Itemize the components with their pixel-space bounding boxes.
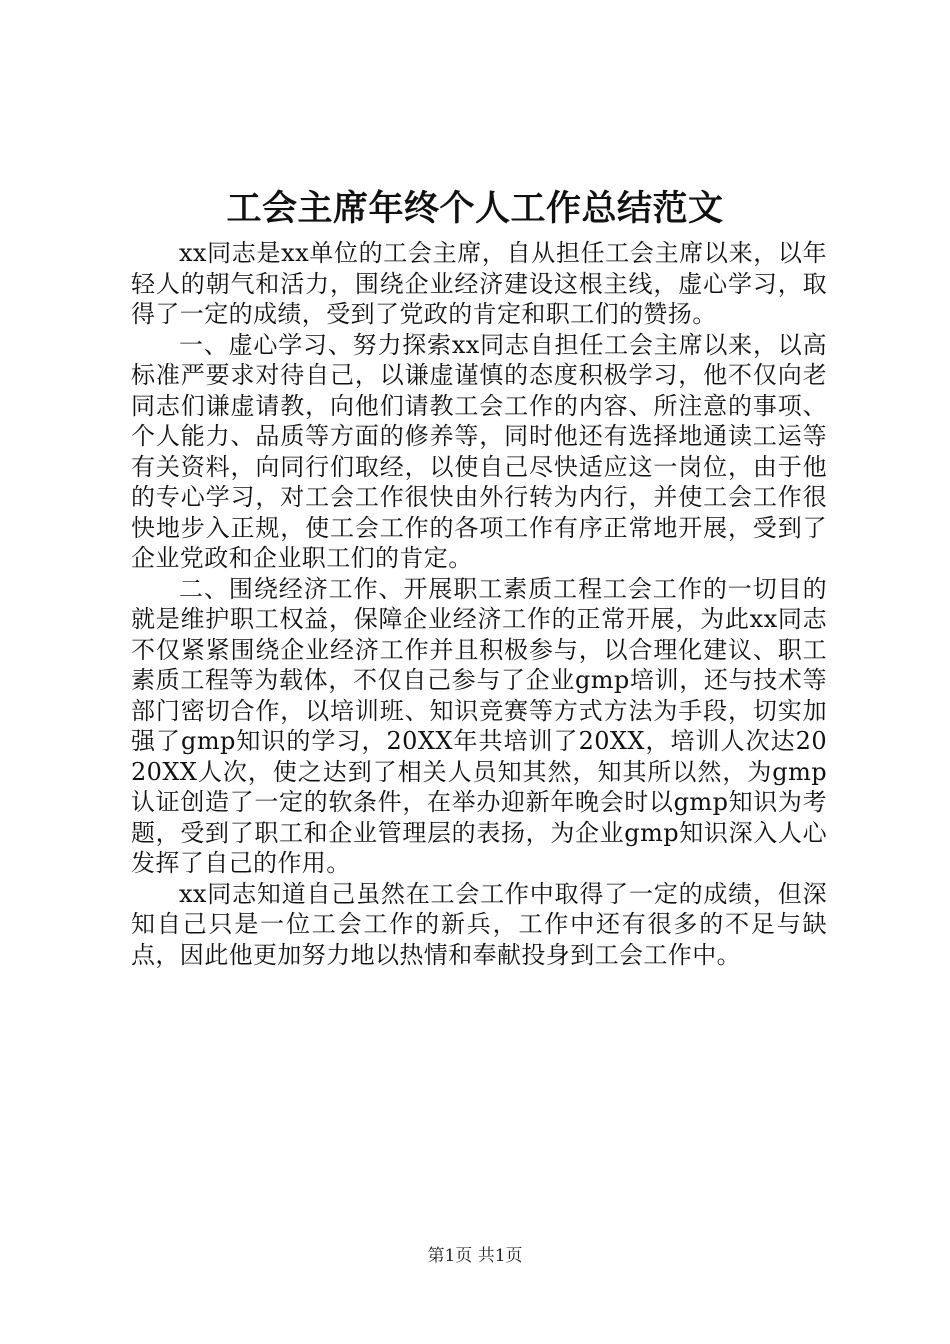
paragraph-conclusion: xx同志知道自己虽然在工会工作中取得了一定的成绩，但深知自己只是一位工会工作的新兵，工作中还有很多的不足与缺点，因此他更加努力地以热情和奉献投身到工会工作中。 [131, 879, 827, 969]
paragraph-section-two: 二、围绕经济工作、开展职工素质工程工会工作的一切目的就是维护职工权益，保障企业经济工作的正常开展，为此xx同志不仅紧紧围绕企业经济工作并且积极参与，以合理化建议、职工素质工程等为载体，不仅自己参与了企业gmp培训，还与技术等部门密切合作，以培训班、知识竞赛等方式方法为手段，切实加强了gmp知识的学习，20XX年共培训了20XX，培训人次达2020XX人次，使之达到了相关人员知其然，知其所以然，为gmp认证创造了一定的软条件，在举办迎新年晚会时以gmp知识为考题，受到了职工和企业管理层的表扬，为企业gmp知识深入人心发挥了自己的作用。 [131, 574, 827, 877]
paragraph-section-one: 一、虚心学习、努力探索xx同志自担任工会主席以来，以高标准严要求对待自己，以谦虚谨慎的态度积极学习，他不仅向老同志们谦虚请教，向他们请教工会工作的内容、所注意的事项、个人能力、品质等方面的修养等，同时他还有选择地通读工运等有关资料，向同行们取经，以使自己尽快适应这一岗位，由于他的专心学习，对工会工作很快由外行转为内行，并使工会工作很快地步入正规，使工会工作的各项工作有序正常地开展，受到了企业党政和企业职工们的肯定。 [131, 330, 827, 572]
paragraph-intro: xx同志是xx单位的工会主席，自从担任工会主席以来，以年轻人的朝气和活力，围绕企业经济建设这根主线，虚心学习，取得了一定的成绩，受到了党政的肯定和职工们的赞扬。 [131, 239, 827, 328]
document-body [131, 238, 827, 970]
document-title: 工会主席年终个人工作总结范文 [226, 188, 724, 229]
page-footer: 第1页 共1页 [427, 1246, 523, 1266]
